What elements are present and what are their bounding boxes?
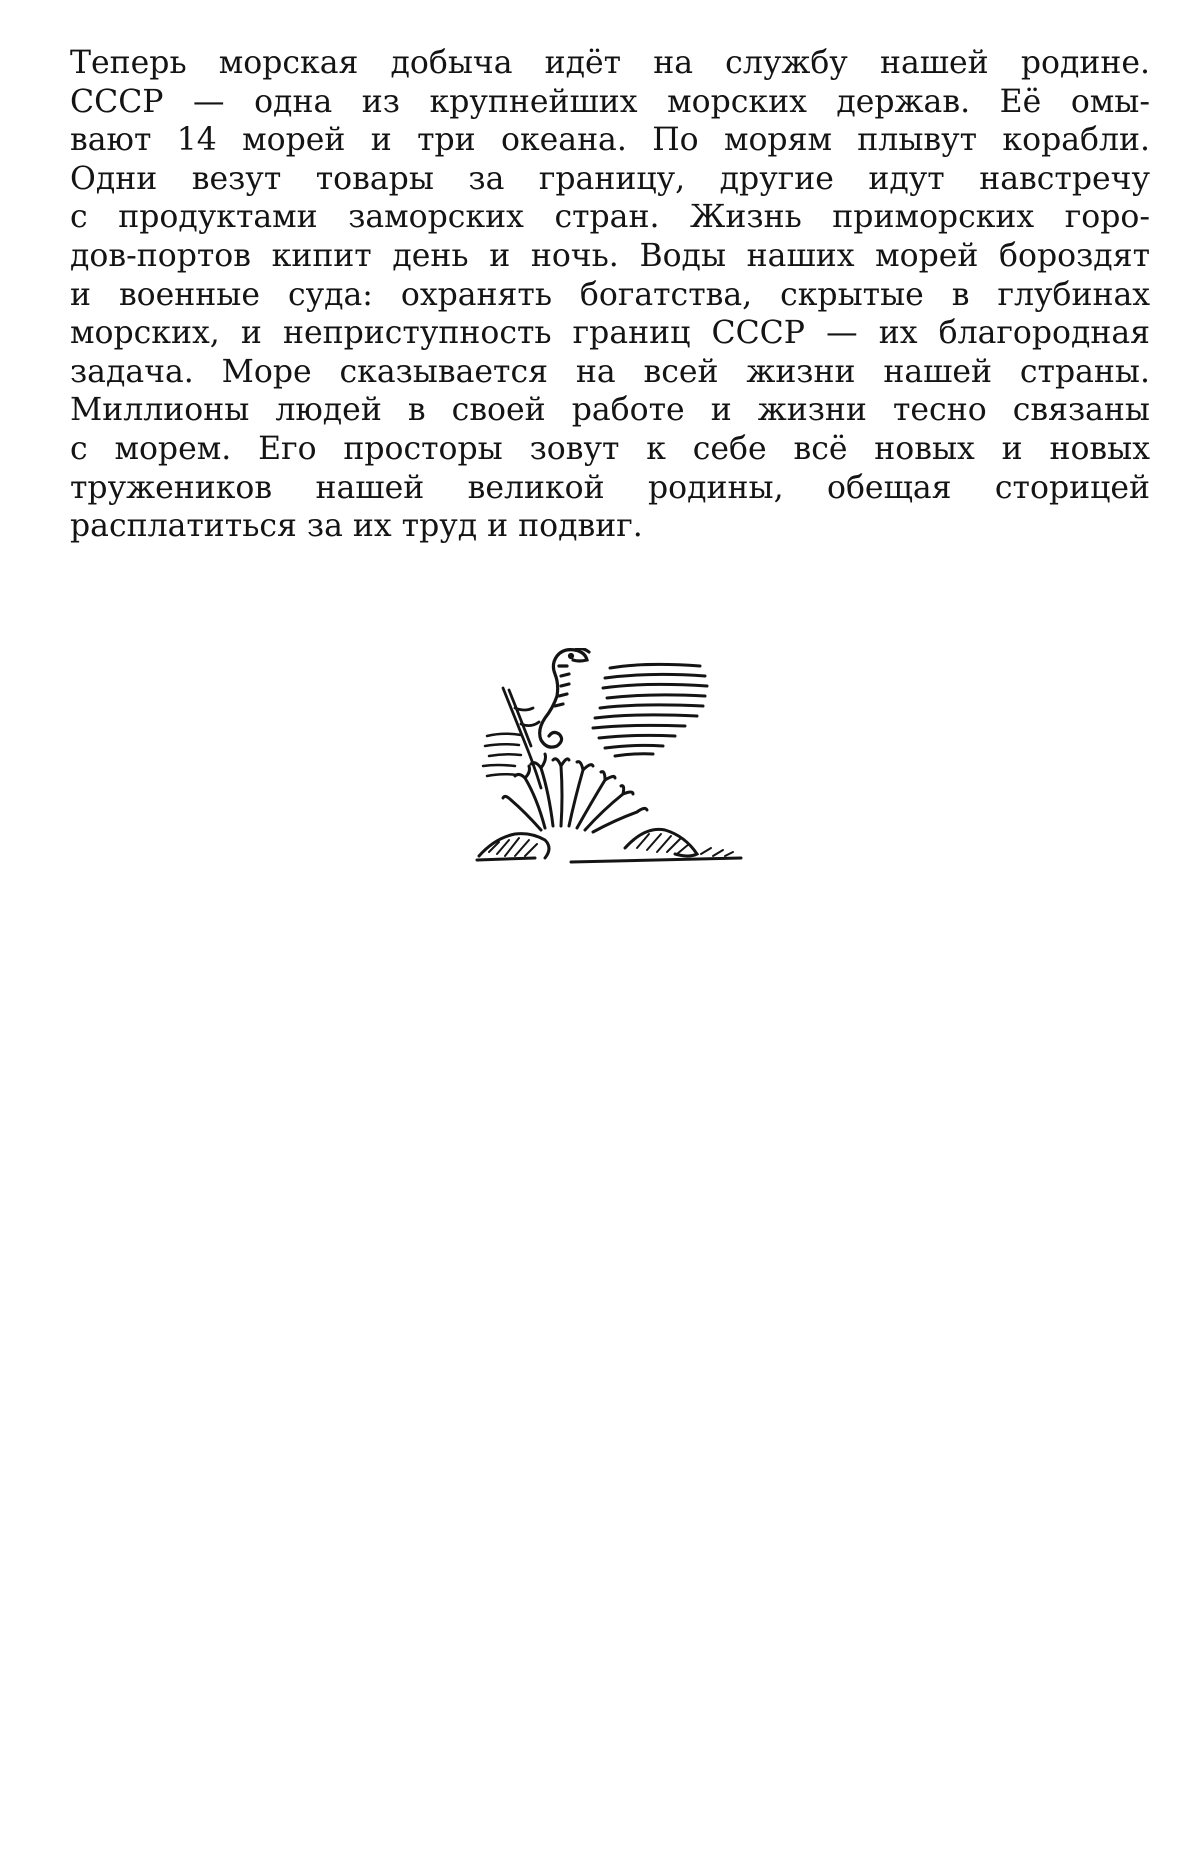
left-wave-strokes-icon [483, 734, 521, 776]
text-line: с продуктами заморских стран. Жизнь приморских горо- [70, 199, 1150, 236]
text-line: вают 14 морей и три океана. По морям плывут корабли. [70, 122, 1150, 159]
seahorse-icon [540, 648, 589, 747]
text-line: и военные суда: охранять богатства, скрытые в глубинах [70, 276, 1150, 313]
text-line: с морем. Его просторы зовут к себе всё новых и новых [70, 430, 1150, 467]
text-line: Миллионы людей в своей работе и жизни тесно связаны [70, 392, 1150, 429]
text-line: морских, и неприступность границ СССР — их благородная [70, 315, 1150, 352]
wave-strokes-icon [593, 664, 707, 756]
text-line: Одни везут товары за границу, другие идут навстречу [70, 160, 1150, 197]
text-line: задача. Море сказывается на всей жизни нашей страны. [70, 353, 1150, 390]
text-line: Теперь морская добыча идёт на службу нашей родине. [70, 45, 1150, 81]
seabed-rocks-icon [477, 829, 741, 862]
seaweed-icon [503, 688, 541, 788]
text-line: тружеников нашей великой родины, обещая сторицей [70, 469, 1150, 506]
seahorse-coral-vignette [475, 648, 745, 868]
text-line: дов-портов кипит день и ночь. Воды наших морей бороздят [70, 237, 1150, 274]
coral-icon [503, 754, 647, 832]
text-line-last: расплатиться за их труд и подвиг. [70, 508, 643, 545]
text-line: СССР — одна из крупнейших морских держав. Её омы- [70, 83, 1150, 120]
body-paragraph [70, 44, 1150, 546]
